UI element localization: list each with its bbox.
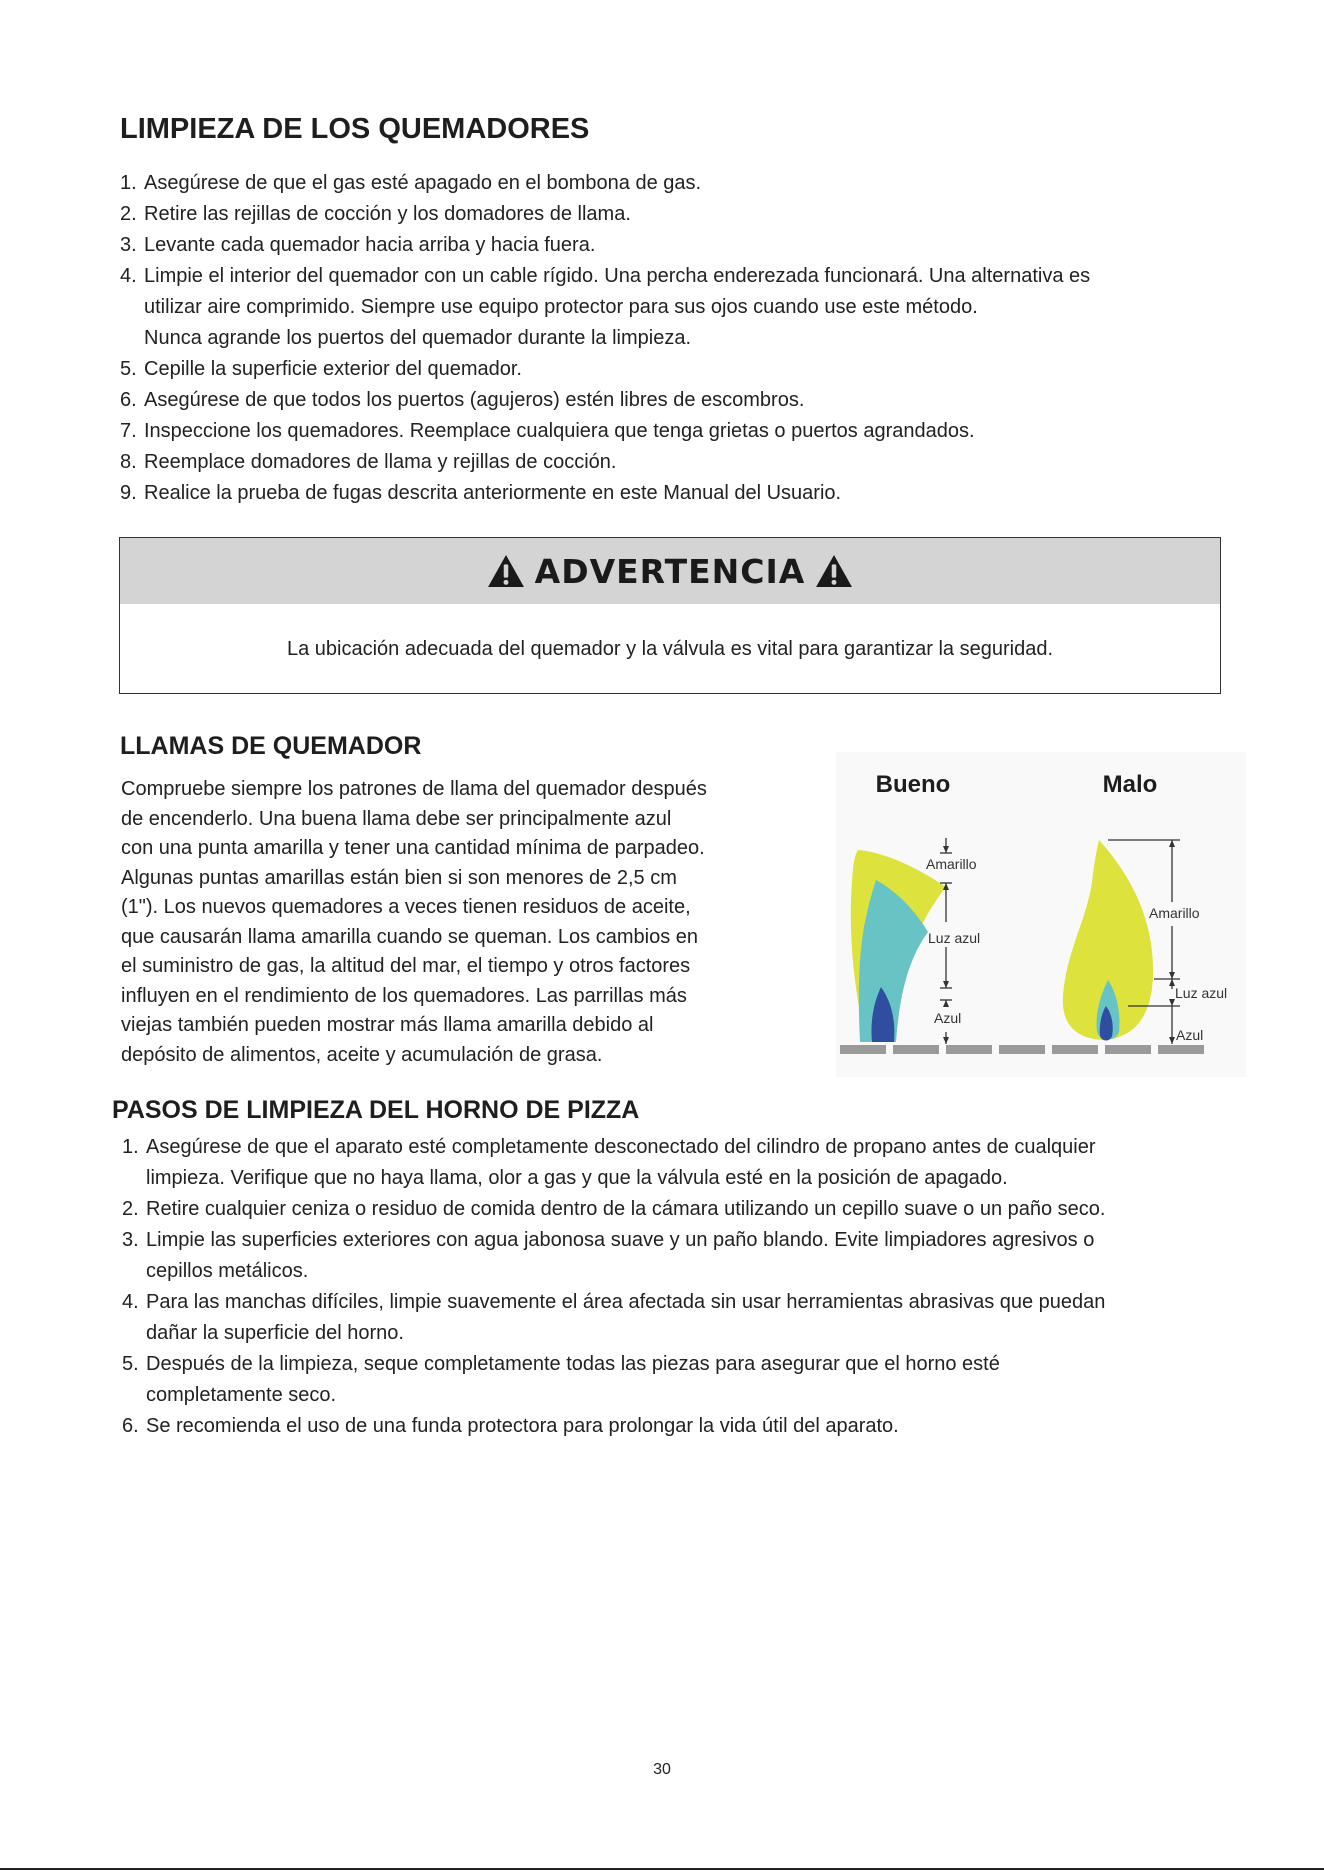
list-item <box>120 261 1220 354</box>
step-text-line: Reemplace domadores de llama y rejillas de cocción. <box>144 451 617 473</box>
step-number: 4. <box>120 265 137 287</box>
warning-header <box>120 538 1220 604</box>
burner-base <box>840 1045 1204 1054</box>
step-text-line: Retire cualquier ceniza o residuo de comida dentro de la cámara utilizando un cepillo suave o un paño seco. <box>146 1198 1106 1220</box>
step-number: 2. <box>120 203 137 225</box>
step-text-line: Asegúrese de que el gas esté apagado en el bombona de gas. <box>144 172 702 194</box>
step-text-line: Realice la prueba de fugas descrita anteriormente en este Manual del Usuario. <box>144 482 842 504</box>
paragraph-line: que causarán llama amarilla cuando se queman. Los cambios en <box>121 925 699 948</box>
list-item <box>122 1225 1232 1287</box>
step-text-line: Asegúrese de que todos los puertos (agujeros) estén libres de escombros. <box>144 389 805 411</box>
paragraph-line: el suministro de gas, la altitud del mar, el tiempo y otros factores <box>121 955 691 977</box>
step-text-line: Limpie el interior del quemador con un cable rígido. Una percha enderezada funcionará. Una alternativa es <box>144 265 1091 287</box>
step-text-line: completamente seco. <box>146 1384 337 1406</box>
list-item <box>120 447 1220 478</box>
paragraph-line: Algunas puntas amarillas están bien si son menores de 2,5 cm <box>121 866 677 889</box>
warning-title: ADVERTENCIA <box>534 551 806 591</box>
paragraph-line: de encenderlo. Una buena llama debe ser principalmente azul <box>121 807 672 830</box>
step-number: 5. <box>120 358 137 380</box>
step-number: 4. <box>122 1291 139 1313</box>
step-text-line: Inspeccione los quemadores. Reemplace cualquiera que tenga grietas o puertos agrandados. <box>144 420 975 442</box>
list-item <box>120 416 1220 447</box>
list-item <box>120 354 1220 385</box>
step-text-line: Limpie las superficies exteriores con agua jabonosa suave y un paño blando. Evite limpiadores agresivos o <box>146 1229 1095 1251</box>
list-item <box>122 1411 1232 1442</box>
step-number: 6. <box>122 1415 139 1437</box>
step-number: 5. <box>122 1353 139 1375</box>
list-item <box>120 230 1220 261</box>
paragraph-line: con una punta amarilla y tener una cantidad mínima de parpadeo. <box>121 837 705 859</box>
bottom-rule <box>0 1868 1324 1870</box>
step-text <box>144 261 1220 354</box>
step-text <box>144 354 1220 385</box>
list-item <box>122 1132 1232 1194</box>
warning-triangle-icon <box>487 554 525 588</box>
step-text-line: Levante cada quemador hacia arriba y hacia fuera. <box>144 234 596 256</box>
step-text-line: Cepille la superficie exterior del quemador. <box>144 358 522 380</box>
good-blue-label: Azul <box>934 1010 962 1026</box>
warning-box <box>119 537 1221 694</box>
bad-lightblue-label: Luz azul <box>1175 985 1228 1001</box>
step-text <box>144 199 1220 230</box>
page-number: 30 <box>653 1761 671 1778</box>
burner-cleaning-steps <box>120 168 1220 509</box>
list-item <box>122 1349 1232 1411</box>
step-text <box>146 1287 1232 1349</box>
step-text <box>146 1225 1232 1287</box>
step-number: 7. <box>120 420 137 442</box>
list-item <box>120 478 1220 509</box>
section-title-pasos: PASOS DE LIMPIEZA DEL HORNO DE PIZZA <box>112 1096 640 1124</box>
good-flame-label: Bueno <box>875 771 951 798</box>
list-item <box>120 199 1220 230</box>
flame-diagram-svg <box>836 752 1246 1077</box>
step-number: 3. <box>122 1229 139 1251</box>
bad-blue-label: Azul <box>1176 1027 1204 1043</box>
good-lightblue-label: Luz azul <box>928 930 981 946</box>
step-text-line: Retire las rejillas de cocción y los domadores de llama. <box>144 203 631 225</box>
step-number: 8. <box>120 451 137 473</box>
step-text <box>144 168 1220 199</box>
step-text <box>144 447 1220 478</box>
paragraph-line: viejas también pueden mostrar más llama amarilla debido al <box>121 1014 654 1036</box>
step-text-line: Nunca agrande los puertos del quemador durante la limpieza. <box>144 327 692 349</box>
flame-description-paragraph <box>121 775 801 1070</box>
section-title-llamas: LLAMAS DE QUEMADOR <box>120 732 422 760</box>
paragraph-line: Compruebe siempre los patrones de llama del quemador después <box>121 778 707 800</box>
step-text <box>146 1411 1232 1442</box>
step-text-line: Asegúrese de que el aparato esté completamente desconectado del cilindro de propano antes de cualquier <box>146 1136 1096 1158</box>
step-text <box>144 230 1220 261</box>
step-number: 3. <box>120 234 137 256</box>
step-number: 1. <box>120 172 137 194</box>
step-text-line: Se recomienda el uso de una funda protectora para prolongar la vida útil del aparato. <box>146 1415 899 1437</box>
warning-triangle-icon <box>815 554 853 588</box>
step-text-line: dañar la superficie del horno. <box>146 1322 404 1344</box>
step-text <box>144 416 1220 447</box>
section-title-limpieza: LIMPIEZA DE LOS QUEMADORES <box>120 113 590 145</box>
paragraph-line: influyen en el rendimiento de los quemadores. Las parrillas más <box>121 984 687 1007</box>
bad-yellow-label: Amarillo <box>1149 905 1200 921</box>
step-number: 2. <box>122 1198 139 1220</box>
step-text <box>146 1194 1232 1225</box>
flame-diagram <box>836 752 1246 1077</box>
list-item <box>122 1194 1232 1225</box>
list-item <box>120 385 1220 416</box>
paragraph-line: (1"). Los nuevos quemadores a veces tienen residuos de aceite, <box>121 896 691 918</box>
step-number: 6. <box>120 389 137 411</box>
list-item <box>122 1287 1232 1349</box>
step-text-line: utilizar aire comprimido. Siempre use equipo protector para sus ojos cuando use este método. <box>144 296 978 318</box>
list-item <box>120 168 1220 199</box>
step-text-line: limpieza. Verifique que no haya llama, olor a gas y que la válvula esté en la posición de apagado. <box>146 1167 1008 1189</box>
step-text <box>144 385 1220 416</box>
step-text <box>144 478 1220 509</box>
step-number: 9. <box>120 482 137 504</box>
step-text-line: cepillos metálicos. <box>146 1260 309 1282</box>
pizza-oven-cleaning-steps <box>122 1132 1232 1442</box>
warning-text: La ubicación adecuada del quemador y la válvula es vital para garantizar la seguridad. <box>286 638 1054 660</box>
good-yellow-label: Amarillo <box>926 856 977 872</box>
step-text-line: Para las manchas difíciles, limpie suavemente el área afectada sin usar herramientas abrasivas que puedan <box>146 1291 1106 1313</box>
step-text <box>146 1132 1232 1194</box>
step-text <box>146 1349 1232 1411</box>
bad-flame-label: Malo <box>1102 771 1158 798</box>
paragraph-line: depósito de alimentos, aceite y acumulación de grasa. <box>121 1043 603 1066</box>
step-text-line: Después de la limpieza, seque completamente todas las piezas para asegurar que el horno esté <box>146 1353 1000 1375</box>
step-number: 1. <box>122 1136 139 1158</box>
